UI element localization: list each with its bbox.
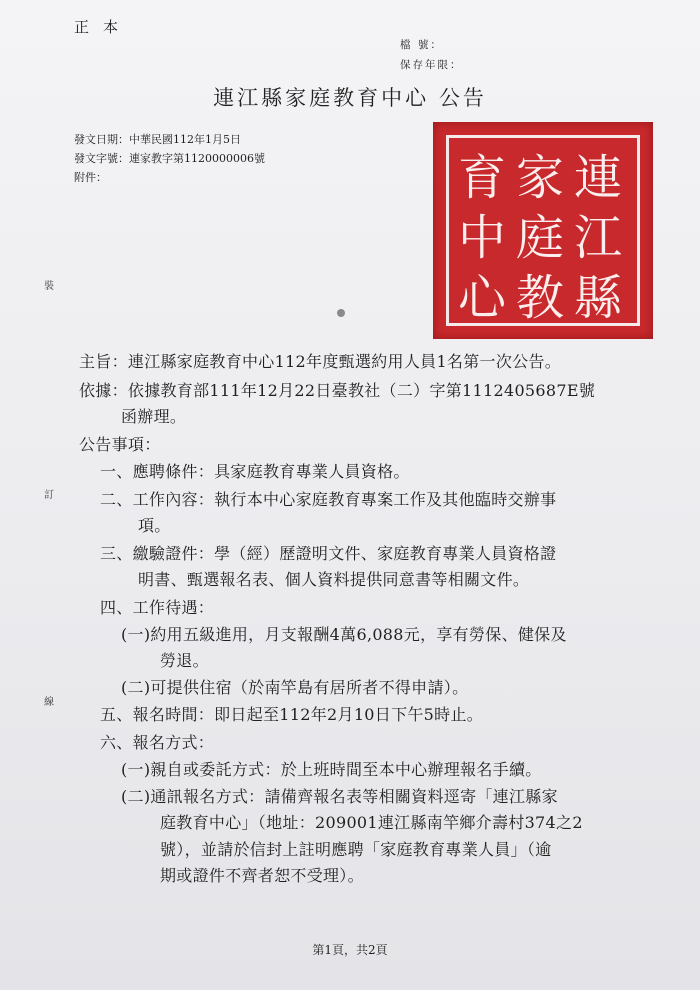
- item-4-2: (二)可提供住宿（於南竿島有居所者不得申請）。: [121, 678, 469, 697]
- document-title: 連江縣家庭教育中心 公告: [213, 86, 487, 110]
- item-6-heading: 六、報名方式：: [100, 733, 215, 752]
- item-6-1: (一)親自或委託方式：於上班時間至本中心辦理報名手續。: [121, 760, 542, 779]
- item-5: 五、報名時間：即日起至112年2月10日下午5時止。: [100, 705, 484, 724]
- item-6-2-line-1: (二)通訊報名方式：請備齊報名表等相關資料逕寄「連江縣家: [121, 787, 558, 806]
- binding-mark-3: 線: [44, 697, 54, 708]
- binding-mark-1: 裝: [44, 281, 54, 292]
- seal-column-3: 育 中 心: [457, 150, 506, 326]
- binding-mark-2: 訂: [44, 490, 54, 501]
- item-2-line-1: 二、工作內容：執行本中心家庭教育專案工作及其他臨時交辦事: [100, 490, 557, 509]
- page-number: 第1頁，共2頁: [312, 943, 388, 957]
- item-6-2-line-4: 期或證件不齊者恕不受理）。: [160, 866, 364, 885]
- attachment-label: 附件：: [74, 171, 107, 184]
- official-seal: [433, 122, 653, 339]
- item-1: 一、應聘條件：具家庭教育專業人員資格。: [100, 462, 410, 481]
- file-number-label: 檔 號：: [400, 39, 443, 51]
- item-4-1-line-1: (一)約用五級進用，月支報酬4萬6,088元，享有勞保、健保及: [121, 625, 567, 644]
- seal-column-1: 連 江 縣: [573, 150, 622, 326]
- item-4-1-line-2: 勞退。: [160, 651, 209, 670]
- seal-column-2: 家 庭 教: [515, 150, 564, 326]
- reference-number: 發文字號：連家教字第1120000006號: [74, 152, 265, 165]
- item-6-2-line-3: 號），並請於信封上註明應聘「家庭教育專業人員」（逾: [160, 840, 552, 859]
- retention-label: 保存年限：: [400, 59, 463, 71]
- basis-line-2: 函辦理。: [121, 407, 187, 426]
- issue-date: 發文日期：中華民國112年1月5日: [74, 133, 241, 146]
- item-2-line-2: 項。: [138, 516, 171, 535]
- item-3-line-1: 三、繳驗證件：學（經）歷證明文件、家庭教育專業人員資格證: [100, 544, 557, 563]
- copy-label: 正本: [74, 18, 133, 36]
- notice-heading: 公告事項：: [79, 435, 161, 454]
- item-4-heading: 四、工作待遇：: [100, 598, 215, 617]
- punch-mark: [337, 309, 345, 317]
- item-3-line-2: 明書、甄選報名表、個人資料提供同意書等相關文件。: [138, 570, 530, 589]
- basis-line-1: 依據：依據教育部111年12月22日臺教社（二）字第1112405687E號: [79, 381, 596, 400]
- item-6-2-line-2: 庭教育中心」（地址：209001連江縣南竿鄉介壽村374之2: [160, 813, 583, 832]
- subject-line: 主旨：連江縣家庭教育中心112年度甄選約用人員1名第一次公告。: [79, 352, 562, 371]
